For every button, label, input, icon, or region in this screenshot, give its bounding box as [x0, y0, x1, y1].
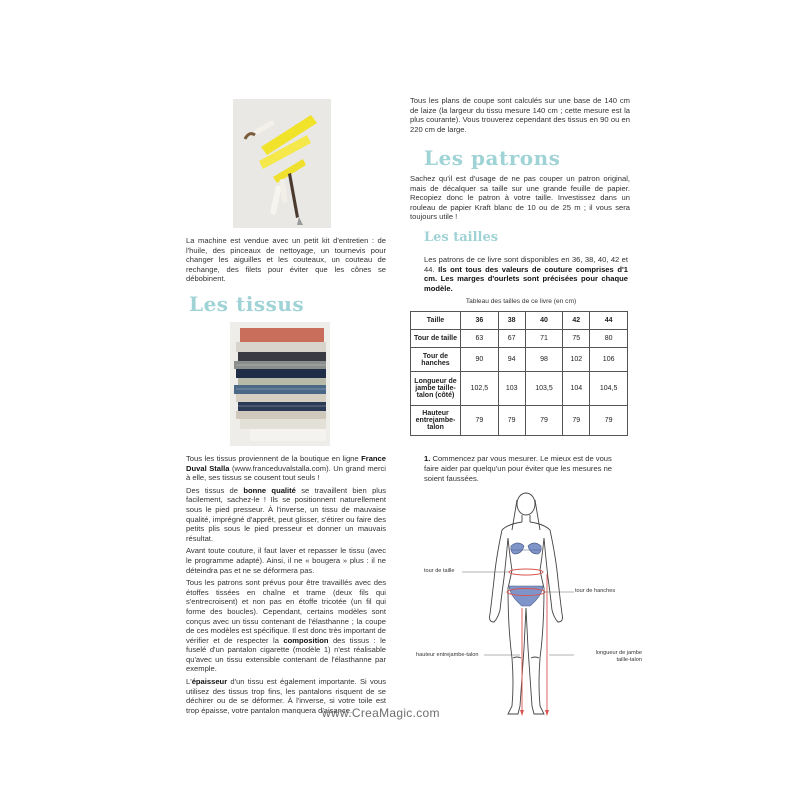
table-cell: 67 [498, 330, 525, 348]
table-cell: 71 [525, 330, 563, 348]
table-cell: 102 [563, 348, 590, 372]
table-cell: 102,5 [461, 372, 499, 406]
kit-description: La machine est vendue avec un petit kit d'entretien : de l'huile, des pinceaux de nettoyage, un tournevis pour changer les aiguilles et les couteaux, un couteau de rechange, des filets pour éviter que les cônes se débobinent. [186, 236, 386, 284]
left-column [186, 236, 386, 284]
paragraph-quality: Des tissus de bonne qualité se travaillent bien plus facilement, sachez-le ! Ils se positionnent naturellement sous le pied presseur. À l'inverse, un tissu de mauvaise qualité, imprégné d'apprêt, peut glisser, s'étirer ou faire des petits plis sous le pied presseur et donner un mauvais résultat. [186, 485, 386, 543]
table-cell: 63 [461, 330, 499, 348]
maintenance-kit-photo [233, 99, 331, 228]
header-cell: 44 [590, 312, 628, 330]
table-row [411, 330, 628, 348]
table-cell: 79 [525, 406, 563, 436]
heading-les-patrons: Les patrons [424, 146, 561, 170]
table-cell: 79 [563, 406, 590, 436]
paragraph-thickness: L'épaisseur d'un tissu est également importante. Si vous utilisez des tissus trop fins, les pantalons risquent de se déchirer ou de se déformer. À l'inverse, si votre toile est trop épaisse, votre pantalon manquera d'aisance. [186, 677, 386, 715]
tissus-text [186, 454, 386, 718]
measurement-figure [414, 488, 644, 724]
table-cell: 104,5 [590, 372, 628, 406]
paragraph-source: Tous les tissus proviennent de la boutique en ligne France Duval Stalla (www.franceduvalstalla.com). Un grand merci à elle, ses tissus se cousent tout seuls ! [186, 454, 386, 483]
paragraph-washing: Avant toute couture, il faut laver et repasser le tissu (avec le programme adapté). Ainsi, il ne « bougera » plus : il ne déteindra pas et ne se déformera pas. [186, 546, 386, 575]
step-one: 1. Commencez par vous mesurer. Le mieux est de vous faire aider par quelqu'un pour éviter que les mesures ne soient faussées. [424, 454, 613, 483]
table-header-row [411, 312, 628, 330]
header-cell: 38 [498, 312, 525, 330]
table-cell: 79 [498, 406, 525, 436]
table-cell: 94 [498, 348, 525, 372]
row-label: Tour de hanches [411, 348, 461, 372]
step-number: 1. [424, 454, 431, 463]
header-cell: Taille [411, 312, 461, 330]
table-cell: 106 [590, 348, 628, 372]
watermark: www.CreaMagic.com [322, 706, 440, 720]
table-cell: 75 [563, 330, 590, 348]
table-row [411, 348, 628, 372]
row-label: Longueur de jambe taille-talon (côté) [411, 372, 461, 406]
table-row [411, 406, 628, 436]
fabric-stack-photo [230, 322, 330, 446]
tailles-text: Les patrons de ce livre sont disponibles en 36, 38, 40, 42 et 44. Ils ont tous des valeurs de couture comprises d'1 cm. Les marges d'ourlets sont précisées pour chaque modèle. [424, 255, 628, 293]
label-hauteur-entrejambe: hauteur entrejambe-talon [416, 652, 479, 658]
header-cell: 36 [461, 312, 499, 330]
heading-les-tissus: Les tissus [189, 292, 305, 316]
header-cell: 42 [563, 312, 590, 330]
table-caption: Tableau des tailles de ce livre (en cm) [465, 298, 577, 305]
row-label: Hauteur entrejambe-talon [411, 406, 461, 436]
heading-les-tailles: Les tailles [424, 230, 499, 245]
table-cell: 103 [498, 372, 525, 406]
row-label: Tour de taille [411, 330, 461, 348]
table-row [411, 372, 628, 406]
header-cell: 40 [525, 312, 563, 330]
table-cell: 103,5 [525, 372, 563, 406]
table-cell: 98 [525, 348, 563, 372]
body-illustration [414, 488, 644, 724]
label-longueur-jambe: longueur de jambe taille-talon [595, 650, 642, 663]
table-cell: 79 [590, 406, 628, 436]
paragraph-composition: Tous les patrons sont prévus pour être travaillés avec des étoffes tissées en chaîne et trame (deux fils qui s'entrecroisent) et non pas en étoffe tricotée (un fil qui forme des boucles). Cependant, certains modèles sont conçus avec un tissu contenant de l'élasthanne ; la coupe de ces modèles est spécifique. Il est donc très important de vérifier et de respecter la composition des tissus : le fuselé d'un pantalon cigarette (modèle 1) n'est réalisable qu'avec un tissu extensible contenant de l'élasthanne par exemple. [186, 578, 386, 674]
table-cell: 90 [461, 348, 499, 372]
table-cell: 104 [563, 372, 590, 406]
right-column [410, 96, 630, 134]
cutting-plan-text: Tous les plans de coupe sont calculés sur une base de 140 cm de laize (la largeur du tissu mesure 140 cm ; cette mesure est la plus courante). Vous trouverez cependant des tissus en 90 ou en 220 cm de large. [410, 96, 630, 134]
label-tour-de-taille: tour de taille [424, 568, 455, 574]
patrons-text: Sachez qu'il est d'usage de ne pas couper un patron original, mais de décalquer sa taille sur une grande feuille de papier. Recopiez donc le patron à votre taille. Investissez dans un rouleau de papier Kraft blanc de 10 ou de 25 m ; il vous sera toujours utile ! [410, 174, 630, 222]
waist-measure-line [509, 569, 543, 575]
table-cell: 80 [590, 330, 628, 348]
table-cell: 79 [461, 406, 499, 436]
size-table [410, 311, 628, 436]
label-tour-de-hanches: tour de hanches [575, 588, 616, 594]
